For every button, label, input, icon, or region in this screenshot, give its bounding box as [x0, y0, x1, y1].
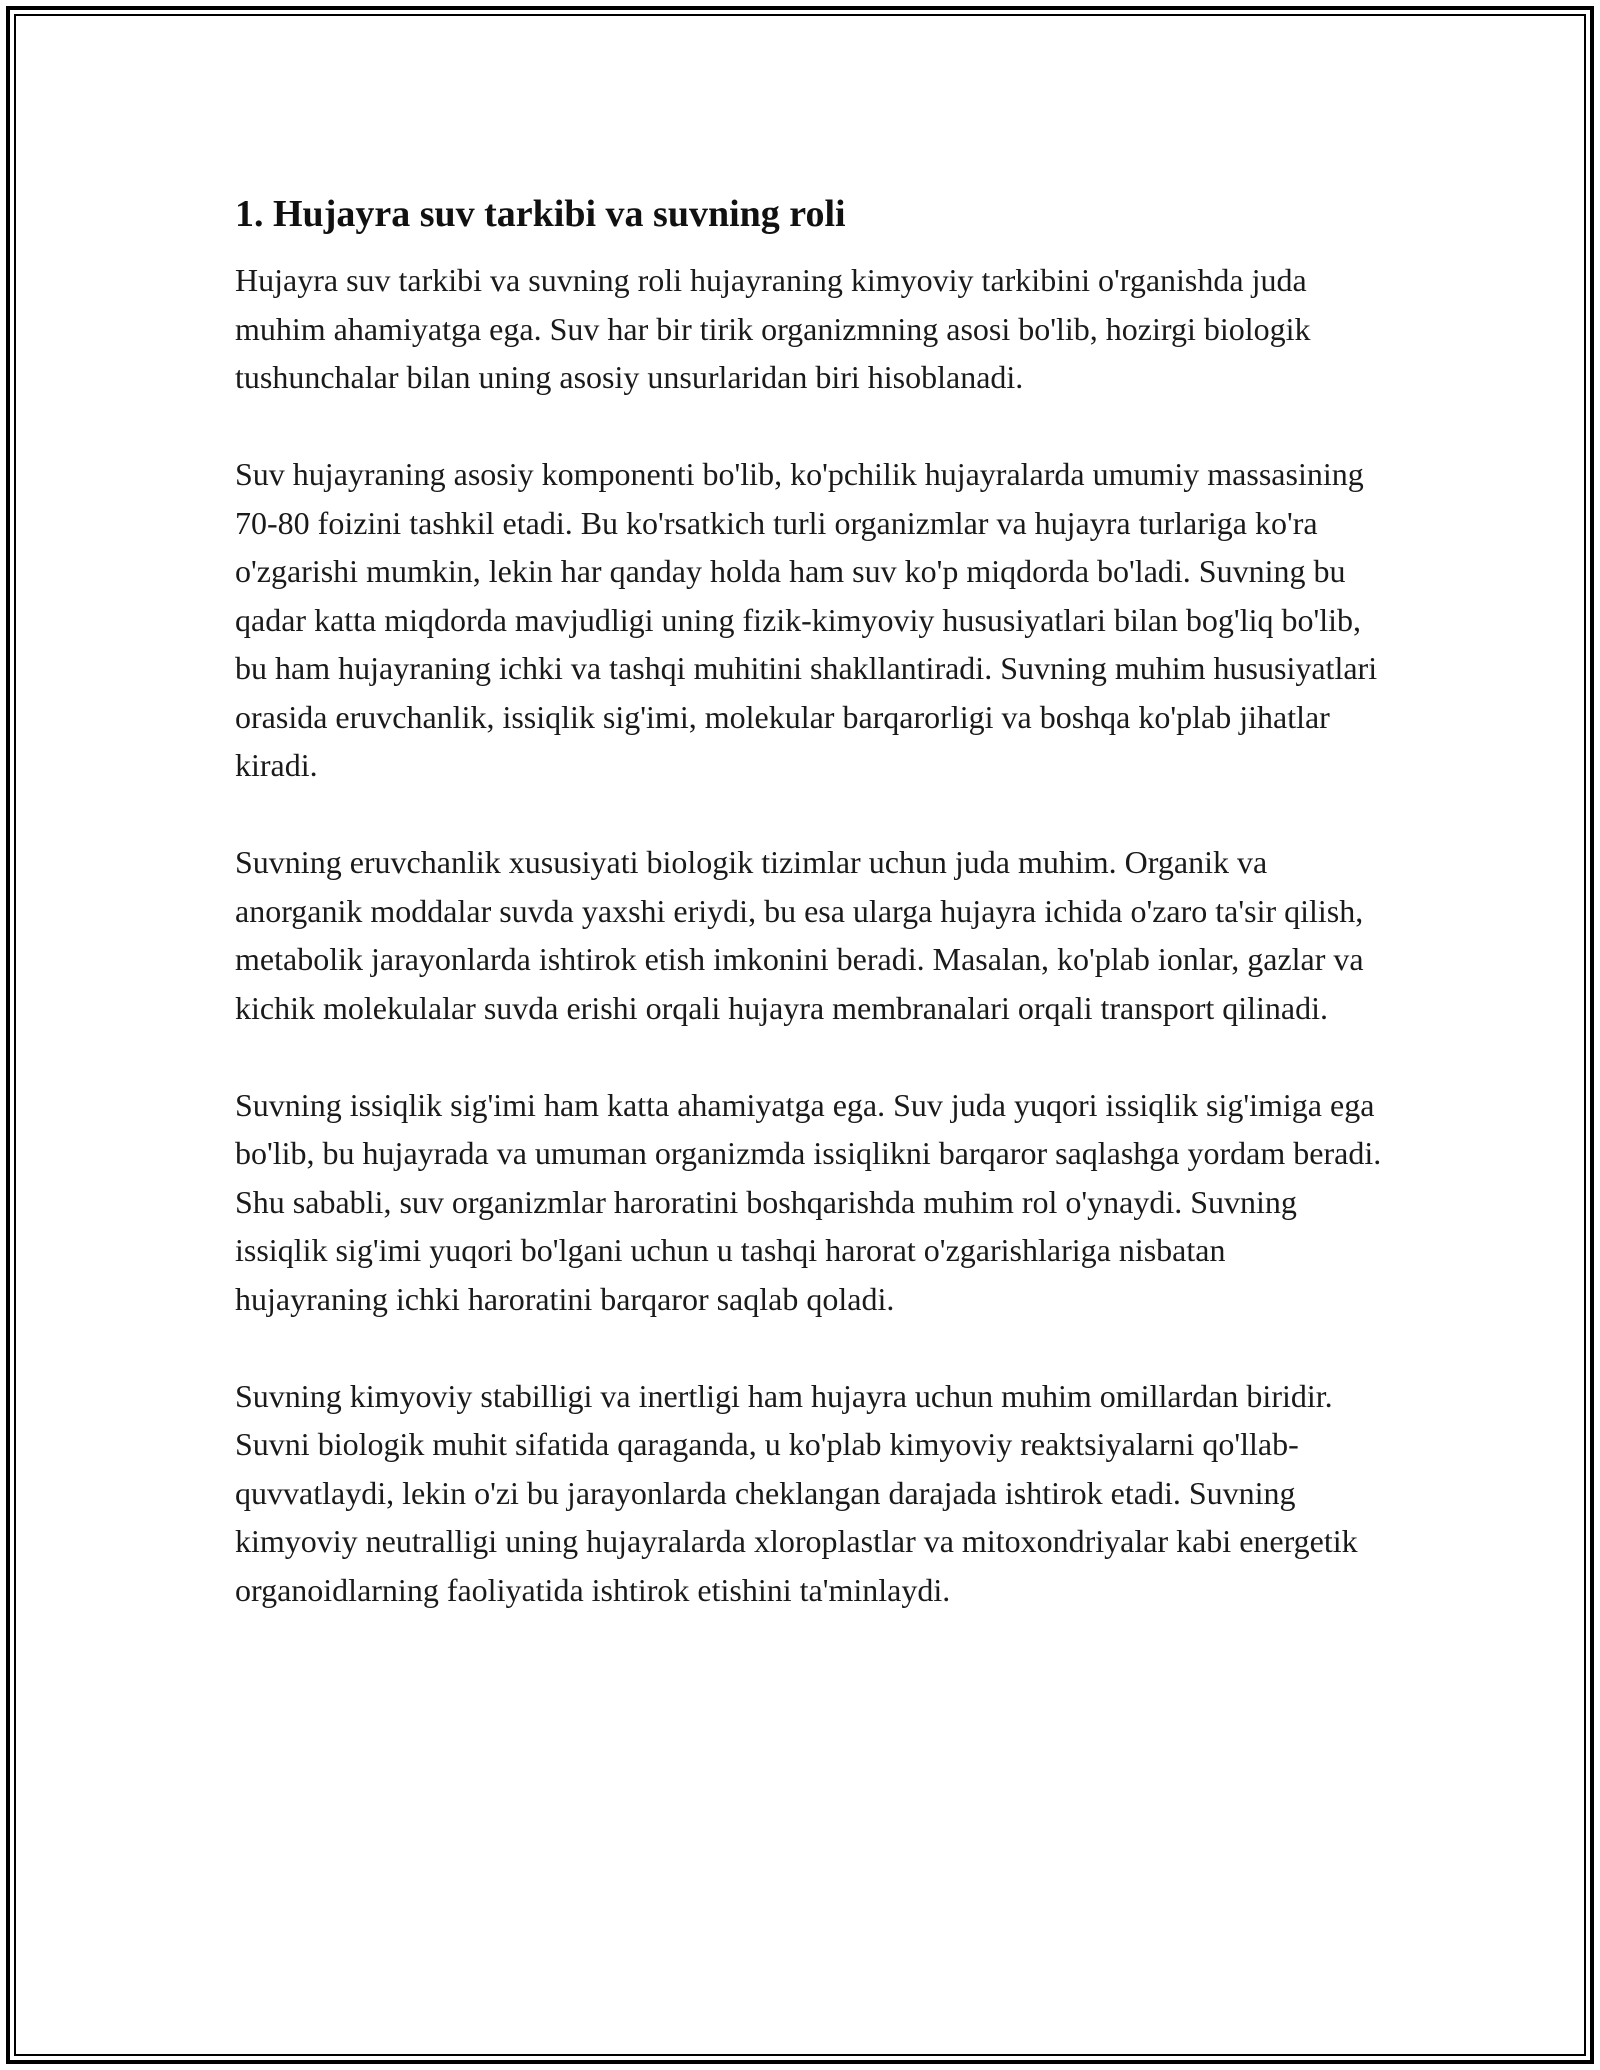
paragraph: Hujayra suv tarkibi va suvning roli hujayraning kimyoviy tarkibini o'rganishda juda muhim ahamiyatga ega. Suv har bir tirik organizmning asosi bo'lib, hozirgi biologik tushunchalar bilan uning asosiy unsurlaridan biri hisoblanadi. — [235, 262, 1311, 395]
paragraph: Suvning issiqlik sig'imi ham katta ahamiyatga ega. Suv juda yuqori issiqlik sig'imiga ega bo'lib, bu hujayrada va umuman organizmda issiqlikni barqaror saqlashga yordam beradi. Shu sababli, suv organizmlar haroratini boshqarishda muhim rol o'ynaydi. Suvning issiqlik sig'imi yuqori bo'lgani uchun u tashqi harorat o'zgarishlariga nisbatan hujayraning ichki haroratini barqaror saqlab qoladi. — [235, 1086, 1382, 1317]
page-title: 1. Hujayra suv tarkibi va suvning roli — [235, 193, 846, 235]
paragraph: Suv hujayraning asosiy komponenti bo'lib, ko'pchilik hujayralarda umumiy massasining 70-80 foizini tashkil etadi. Bu ko'rsatkich turli organizmlar va hujayra turlariga ko'ra o'zgarishi mumkin, lekin har qanday holda ham suv ko'p miqdorda bo'ladi. Suvning bu qadar katta miqdorda mavjudligi uning fizik-kimyoviy hususiyatlari bilan bog'liq bo'lib, bu ham hujayraning ichki va tashqi muhitini shakllantiradi. Suvning muhim hususiyatlari orasida eruvchanlik, issiqlik sig'imi, molekular barqarorligi va boshqa ko'plab jihatlar kiradi. — [235, 456, 1378, 783]
paragraph: Suvning kimyoviy stabilligi va inertligi ham hujayra uchun muhim omillardan biridir. Suvni biologik muhit sifatida qaraganda, u ko'plab kimyoviy reaktsiyalarni qo'llab-quvvatlaydi, lekin o'zi bu jarayonlarda cheklangan darajada ishtirok etadi. Suvning kimyoviy neutralligi uning hujayralarda xloroplastlar va mitoxondriyalar kabi energetik organoidlarning faoliyatida ishtirok etishini ta'minlaydi. — [235, 1377, 1358, 1608]
paragraph: Suvning eruvchanlik xususiyati biologik tizimlar uchun juda muhim. Organik va anorganik moddalar suvda yaxshi eriydi, bu esa ularga hujayra ichida o'zaro ta'sir qilish, metabolik jarayonlarda ishtirok etish imkonini beradi. Masalan, ko'plab ionlar, gazlar va kichik molekulalar suvda erishi orqali hujayra membranalari orqali transport qilinadi. — [235, 844, 1364, 1026]
document-body — [235, 188, 1385, 1614]
